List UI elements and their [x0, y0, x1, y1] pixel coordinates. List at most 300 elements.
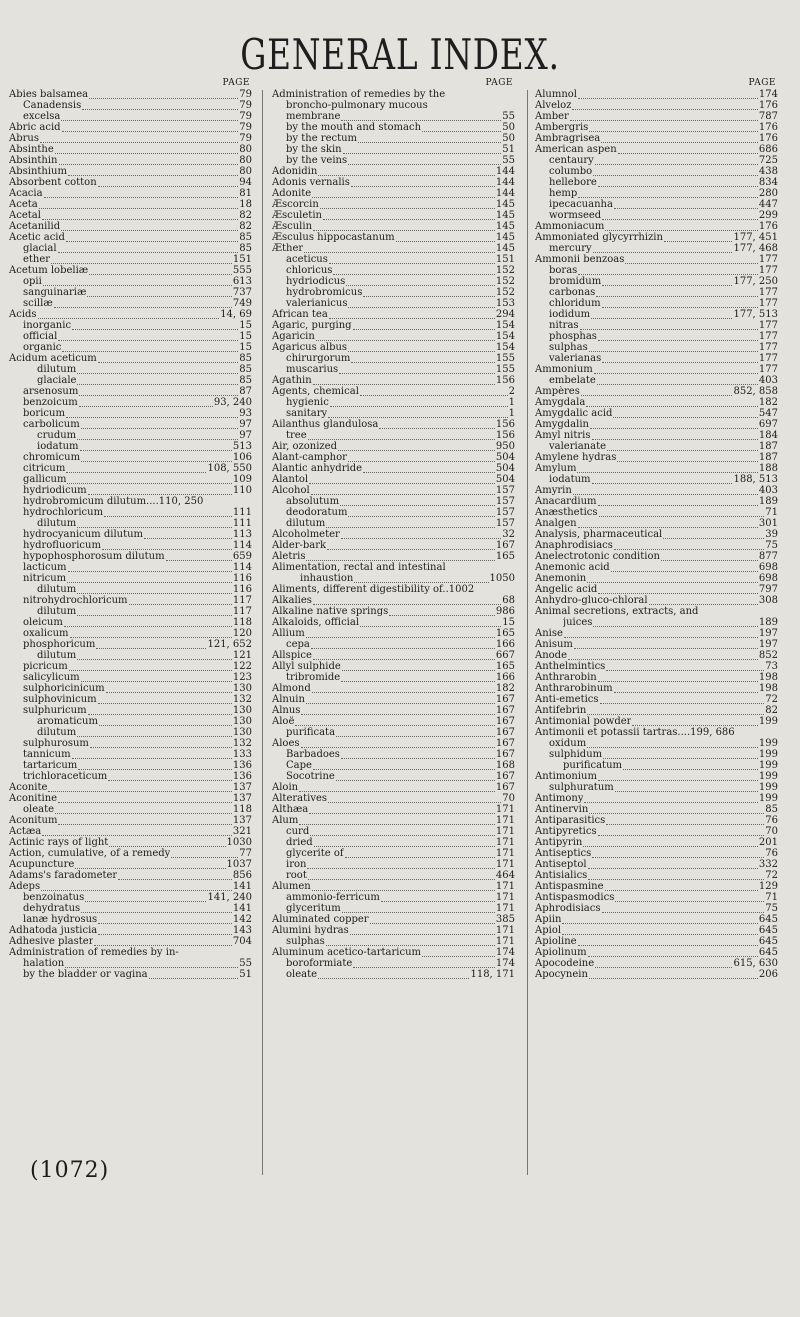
entry-term: Alumen — [272, 881, 311, 892]
dot-leader — [77, 608, 232, 616]
entry-page: 72 — [765, 870, 778, 881]
dot-leader — [310, 828, 495, 836]
entry-page: 116 — [232, 584, 252, 595]
entry-page: 177 — [758, 265, 778, 276]
entry-page: 79 — [239, 133, 252, 144]
entry-term: hemp — [549, 188, 578, 199]
index-entry — [535, 144, 778, 155]
dot-leader — [389, 608, 495, 616]
dot-leader — [606, 663, 764, 671]
entry-term: Aloes — [272, 738, 300, 749]
entry-term: Socotrine — [286, 771, 335, 782]
dot-leader — [607, 443, 758, 451]
entry-term: Adonidin — [272, 166, 318, 177]
index-entry — [9, 606, 252, 617]
dot-leader — [354, 575, 488, 583]
index-entry — [9, 210, 252, 221]
index-entry — [535, 628, 778, 639]
index-entry — [272, 650, 515, 661]
dot-leader — [578, 190, 758, 198]
dot-leader — [330, 399, 508, 407]
entry-term: boras — [549, 265, 578, 276]
index-entry — [9, 727, 252, 738]
dot-leader — [370, 916, 495, 924]
entry-page: 136 — [232, 771, 252, 782]
dot-leader — [313, 652, 495, 660]
index-entry — [272, 639, 515, 650]
entry-term: Abrus — [9, 133, 39, 144]
entry-page: 504 — [495, 452, 515, 463]
dot-leader — [313, 762, 495, 770]
dot-leader — [171, 850, 238, 858]
dot-leader — [312, 685, 495, 693]
entry-term: inorganic — [23, 320, 72, 331]
dot-leader — [98, 916, 232, 924]
entry-term: bromidum — [549, 276, 602, 287]
entry-term: Acetanilid — [9, 221, 61, 232]
dot-leader — [58, 795, 232, 803]
entry-page: 113 — [232, 529, 252, 540]
index-entry — [535, 815, 778, 826]
entry-term: Adams's faradometer — [9, 870, 118, 881]
index-entry — [9, 144, 252, 155]
index-entry — [535, 760, 778, 771]
dot-leader — [48, 784, 231, 792]
entry-page: 18 — [239, 199, 252, 210]
entry-page: 94 — [239, 177, 252, 188]
dot-leader — [308, 432, 495, 440]
entry-page: 301 — [758, 518, 778, 529]
index-entry — [535, 606, 778, 617]
index-entry — [535, 837, 778, 848]
entry-page: 852 — [758, 650, 778, 661]
entry-page: 81 — [239, 188, 252, 199]
dot-leader — [360, 388, 508, 396]
index-entry — [535, 474, 778, 485]
column-page-header: PAGE — [485, 78, 513, 88]
entry-term: Anæsthetics — [535, 507, 598, 518]
dot-leader — [562, 927, 758, 935]
dot-leader — [589, 806, 764, 814]
entry-page: 80 — [239, 166, 252, 177]
index-entry — [9, 562, 252, 573]
index-entry — [535, 166, 778, 177]
entry-page: 15 — [239, 320, 252, 331]
entry-page: 986 — [495, 606, 515, 617]
entry-term: embelate — [549, 375, 596, 386]
dot-leader — [341, 674, 495, 682]
entry-term: Anhydro-gluco-chloral — [535, 595, 648, 606]
index-entry — [535, 408, 778, 419]
index-entry — [9, 452, 252, 463]
index-entry — [272, 111, 515, 122]
index-entry — [272, 661, 515, 672]
index-entry — [272, 914, 515, 925]
index-entry — [9, 947, 252, 958]
entry-page: 165 — [495, 551, 515, 562]
dot-leader — [568, 652, 758, 660]
entry-term: nitras — [549, 320, 579, 331]
index-entry — [9, 595, 252, 606]
entry-term: Almond — [272, 683, 311, 694]
entry-term: mercury — [549, 243, 592, 254]
entry-term: Agathin — [272, 375, 312, 386]
entry-term: dilutum — [37, 518, 77, 529]
entry-page: 145 — [495, 210, 515, 221]
dot-leader — [363, 289, 495, 297]
entry-page: 85 — [239, 232, 252, 243]
entry-page: 171 — [495, 859, 515, 870]
index-entry — [535, 661, 778, 672]
entry-page: 877 — [758, 551, 778, 562]
dot-leader — [578, 267, 758, 275]
index-entry — [9, 859, 252, 870]
entry-page: 97 — [239, 419, 252, 430]
entry-term: sulphidum — [549, 749, 603, 760]
entry-page: 280 — [758, 188, 778, 199]
index-entry — [535, 782, 778, 793]
index-entry — [535, 188, 778, 199]
dot-leader — [618, 146, 758, 154]
entry-page: 50 — [502, 122, 515, 133]
dot-leader — [574, 641, 758, 649]
index-entry — [535, 540, 778, 551]
entry-term: Amygdala — [535, 397, 586, 408]
entry-page: 156 — [495, 375, 515, 386]
dot-leader — [578, 520, 758, 528]
entry-page: 93 — [239, 408, 252, 419]
dot-leader — [58, 245, 239, 253]
dot-leader — [564, 630, 758, 638]
entry-term: Acacia — [9, 188, 43, 199]
dot-leader — [586, 399, 758, 407]
entry-term: Aceta — [9, 199, 38, 210]
entry-page: 85 — [239, 243, 252, 254]
index-entry — [535, 221, 778, 232]
entry-page: 167 — [495, 705, 515, 716]
entry-page: 50 — [502, 133, 515, 144]
index-entry — [272, 837, 515, 848]
dot-leader — [598, 773, 758, 781]
index-entry — [9, 89, 252, 100]
dot-leader — [595, 960, 732, 968]
entry-page: 55 — [502, 155, 515, 166]
index-entry — [272, 749, 515, 760]
dot-leader — [44, 190, 239, 198]
index-column-3 — [535, 78, 778, 980]
index-entry — [272, 760, 515, 771]
index-entry — [535, 210, 778, 221]
dot-leader — [589, 344, 758, 352]
entry-term: nitricum — [23, 573, 67, 584]
index-entry — [535, 716, 778, 727]
entry-term: hydrofluoricum — [23, 540, 101, 551]
entry-page: 171 — [495, 848, 515, 859]
index-entry — [535, 914, 778, 925]
dot-leader — [599, 509, 765, 517]
entry-term: cepa — [286, 639, 310, 650]
dot-leader — [602, 278, 732, 286]
entry-page: 167 — [495, 727, 515, 738]
entry-page: 513 — [232, 441, 252, 452]
entry-term: Acupuncture — [9, 859, 75, 870]
entry-page: 152 — [495, 265, 515, 276]
entry-page: 154 — [495, 320, 515, 331]
entry-page: 167 — [495, 716, 515, 727]
dot-leader — [578, 91, 758, 99]
index-column-1 — [9, 78, 252, 980]
dot-leader — [615, 784, 758, 792]
dot-leader — [55, 146, 238, 154]
entry-term: Aloë — [272, 716, 295, 727]
dot-leader — [360, 619, 501, 627]
entry-term: glycerite of — [286, 848, 344, 859]
dot-leader — [379, 421, 495, 429]
entry-term: glaciale — [37, 375, 77, 386]
entry-term: iodidum — [549, 309, 591, 320]
index-entry — [535, 298, 778, 309]
index-entry — [272, 441, 515, 452]
entry-term: absolutum — [286, 496, 340, 507]
entry-term: Adhesive plaster — [9, 936, 94, 947]
entry-page: 504 — [495, 474, 515, 485]
entry-page: 187 — [758, 441, 778, 452]
entry-term: Althæa — [272, 804, 309, 815]
entry-term: Amylene hydras — [535, 452, 617, 463]
dot-leader — [75, 861, 225, 869]
column-divider — [527, 90, 528, 1175]
entry-page: 659 — [232, 551, 252, 562]
entry-term: benzoicum — [23, 397, 78, 408]
entry-term: by the mouth and stomach — [286, 122, 422, 133]
dot-leader — [312, 190, 495, 198]
entry-page: 174 — [758, 89, 778, 100]
dot-leader — [320, 201, 495, 209]
index-entry — [272, 705, 515, 716]
dot-leader — [65, 960, 238, 968]
dot-leader — [605, 883, 758, 891]
entry-page: 177, 468 — [733, 243, 778, 254]
entry-term: root — [286, 870, 307, 881]
entry-term: Agaricin — [272, 331, 315, 342]
entry-term: Antisialics — [535, 870, 588, 881]
entry-page: 176 — [758, 133, 778, 144]
index-entry — [9, 375, 252, 386]
dot-leader — [614, 201, 758, 209]
dot-leader — [88, 707, 232, 715]
index-entry — [9, 760, 252, 771]
entry-term: Ambragrisea — [535, 133, 601, 144]
index-entry — [272, 155, 515, 166]
dot-leader — [327, 542, 495, 550]
dot-leader — [66, 234, 238, 242]
dot-leader — [664, 234, 733, 242]
dot-leader — [336, 773, 495, 781]
entry-term: purificata — [286, 727, 336, 738]
dot-leader — [106, 685, 232, 693]
entry-term: dilutum — [286, 518, 326, 529]
entry-page: 385 — [495, 914, 515, 925]
entry-term: Anemonin — [535, 573, 587, 584]
entry-term: Agaricus albus — [272, 342, 348, 353]
dot-leader — [62, 124, 239, 132]
entry-term: aceticus — [286, 254, 328, 265]
entry-page: 144 — [495, 166, 515, 177]
index-entry — [272, 144, 515, 155]
entry-term: Allium — [272, 628, 305, 639]
entry-term: Antipyrin — [535, 837, 583, 848]
dot-leader — [149, 971, 239, 979]
index-entry — [272, 936, 515, 947]
entry-term: hydriodicus — [286, 276, 346, 287]
entry-term: Aluminum acetico-tartaricum — [272, 947, 422, 958]
entry-page: 725 — [758, 155, 778, 166]
dot-leader — [595, 157, 758, 165]
entry-term: Alant-camphor — [272, 452, 347, 463]
dot-leader — [81, 674, 232, 682]
dot-leader — [580, 322, 758, 330]
dot-leader — [99, 718, 232, 726]
entry-term: scillæ — [23, 298, 53, 309]
dot-leader — [72, 751, 232, 759]
dot-leader — [598, 179, 758, 187]
entry-page: 1037 — [226, 859, 252, 870]
dot-leader — [329, 311, 495, 319]
index-entry — [535, 881, 778, 892]
dot-leader — [328, 410, 507, 418]
entry-page: 76 — [765, 815, 778, 826]
dot-leader — [570, 113, 758, 121]
entry-page: 144 — [495, 177, 515, 188]
entry-page: 110 — [232, 485, 252, 496]
entry-page: 188, 513 — [733, 474, 778, 485]
entry-page: 121 — [232, 650, 252, 661]
index-entry — [535, 749, 778, 760]
entry-term: oleicum — [23, 617, 63, 628]
dot-leader — [348, 300, 494, 308]
entry-term: dilutum — [37, 364, 77, 375]
index-entry — [272, 507, 515, 518]
entry-term: curd — [286, 826, 310, 837]
entry-term: Actinic rays of light — [9, 837, 109, 848]
index-entry — [9, 936, 252, 947]
entry-term: sulphas — [549, 342, 588, 353]
dot-leader — [623, 762, 758, 770]
entry-term: Æther — [272, 243, 304, 254]
dot-leader — [611, 564, 758, 572]
entry-term: Actæa — [9, 826, 42, 837]
dot-leader — [314, 839, 495, 847]
entry-page: 108, 550 — [207, 463, 252, 474]
index-entry — [272, 188, 515, 199]
entry-page: 156 — [495, 419, 515, 430]
entry-page: 167 — [495, 738, 515, 749]
entry-page: 142 — [232, 914, 252, 925]
entry-page: 555 — [232, 265, 252, 276]
index-entry — [9, 969, 252, 980]
index-entry — [535, 639, 778, 650]
dot-leader — [583, 839, 758, 847]
index-entry — [535, 507, 778, 518]
entry-page: 79 — [239, 89, 252, 100]
entry-page: 950 — [495, 441, 515, 452]
index-entry — [9, 199, 252, 210]
index-entry — [9, 111, 252, 122]
entry-term: Aconite — [9, 782, 48, 793]
dot-leader — [594, 366, 758, 374]
entry-term: Alum — [272, 815, 299, 826]
entry-page: 157 — [495, 496, 515, 507]
index-entry — [9, 749, 252, 760]
index-entry — [9, 518, 252, 529]
dot-leader — [326, 520, 495, 528]
index-entry — [535, 375, 778, 386]
entry-page: 197 — [758, 628, 778, 639]
index-entry — [272, 474, 515, 485]
entry-page: 130 — [232, 727, 252, 738]
entry-term: oleate — [23, 804, 55, 815]
index-entry — [9, 837, 252, 848]
entry-page: 198 — [758, 672, 778, 683]
entry-page: 141 — [232, 881, 252, 892]
entry-term: tree — [286, 430, 307, 441]
dot-leader — [597, 377, 758, 385]
entry-term: picricum — [23, 661, 68, 672]
entry-page: 1050 — [489, 573, 515, 584]
entry-term: sulphovinicum — [23, 694, 97, 705]
entry-page: 80 — [239, 155, 252, 166]
entry-term: oleate — [286, 969, 318, 980]
entry-term: Æsculetin — [272, 210, 322, 221]
entry-page: 464 — [495, 870, 515, 881]
dot-leader — [301, 707, 494, 715]
entry-page: 87 — [239, 386, 252, 397]
index-entry — [9, 265, 252, 276]
index-entry — [535, 617, 778, 628]
index-entry — [9, 551, 252, 562]
entry-term: Adhatoda justicia — [9, 925, 98, 936]
index-entry — [535, 342, 778, 353]
index-entry — [272, 496, 515, 507]
dot-leader — [67, 575, 232, 583]
index-entry — [272, 89, 515, 100]
entry-page: 698 — [758, 562, 778, 573]
dot-leader — [602, 300, 758, 308]
entry-page: 82 — [765, 705, 778, 716]
entry-term: citricum — [23, 463, 66, 474]
dot-leader — [350, 927, 495, 935]
entry-term: Canadensis — [23, 100, 82, 111]
entry-term: Allyl sulphide — [272, 661, 341, 672]
entry-page: 199 — [758, 738, 778, 749]
dot-leader — [649, 597, 758, 605]
entry-page: 71 — [765, 507, 778, 518]
index-entry — [272, 573, 515, 584]
dot-leader — [62, 344, 238, 352]
entry-term: Action, cumulative, of a remedy — [9, 848, 171, 859]
index-entry — [535, 386, 778, 397]
entry-page: 77 — [239, 848, 252, 859]
index-entry — [9, 232, 252, 243]
entry-term: juices — [563, 617, 593, 628]
entry-term: dilutum — [37, 584, 77, 595]
entry-term: Antimonial powder — [535, 716, 632, 727]
entry-page: 137 — [232, 815, 252, 826]
index-entry — [9, 320, 252, 331]
dot-leader — [306, 553, 494, 561]
dot-leader — [87, 289, 232, 297]
entry-term: chloridum — [549, 298, 601, 309]
